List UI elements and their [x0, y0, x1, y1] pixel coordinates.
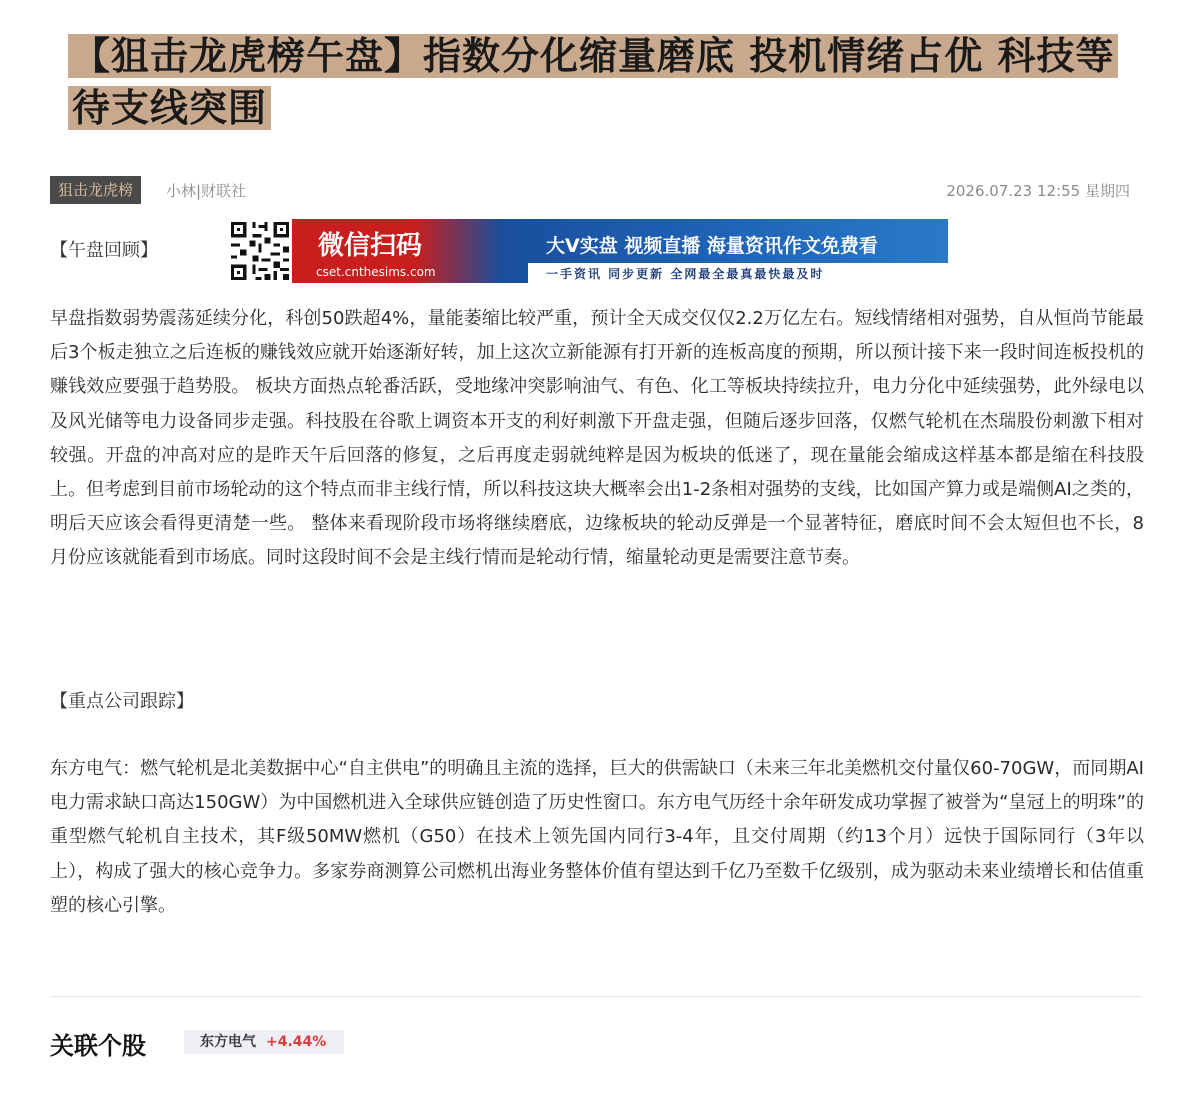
publish-datetime: 2026.07.23 12:55 星期四	[946, 182, 1130, 200]
banner-url: cset.cnthesims.com	[316, 265, 436, 279]
content-divider	[50, 996, 1142, 997]
related-stocks-title: 关联个股	[50, 1032, 146, 1060]
review-section-label: 【午盘回顾】	[50, 240, 158, 261]
stock-name: 东方电气	[200, 1034, 256, 1050]
stock-change: +4.44%	[266, 1034, 327, 1050]
article-title: 【狙击龙虎榜午盘】指数分化缩量磨底 投机情绪占优 科技等待支线突围	[68, 30, 1148, 134]
banner-main-text: 微信扫码	[318, 231, 423, 261]
wechat-ad-banner[interactable]	[228, 219, 948, 283]
author-source: 小林|财联社	[166, 182, 247, 200]
article-meta	[50, 176, 1142, 204]
tracking-paragraph: 东方电气：燃气轮机是北美数据中心“自主供电”的明确且主流的选择，巨大的供需缺口（未来三年北美燃机交付量仅60-70GW，而同期AI电力需求缺口高达150GW）为中国燃机进入全球供应链创造了历史性窗口。东方电气历经十余年研发成功掌握了被誉为“皇冠上的明珠”的重型燃气轮机自主技术，其F级50MW燃机（G50）在技术上领先国内同行3-4年，且交付周期（约13个月）远快于国际同行（3年以上），构成了强大的核心竞争力。多家券商测算公司燃机出海业务整体价值有望达到千亿乃至数千亿级别，成为驱动未来业绩增长和估值重塑的核心引擎。	[50, 758, 1144, 916]
column-tag[interactable]: 狙击龙虎榜	[50, 176, 141, 204]
banner-slogan: 大V实盘 视频直播 海量资讯作文免费看	[546, 235, 878, 257]
review-paragraph: 早盘指数弱势震荡延续分化，科创50跌超4%，量能萎缩比较严重，预计全天成交仅仅2.2万亿左右。短线情绪相对强势，自从恒尚节能最后3个板走独立之后连板的赚钱效应就开始逐渐好转，加上这次立新能源有打开新的连板高度的预期，所以预计接下来一段时间连板投机的赚钱效应要强于趋势股。 板块方面热点轮番活跃，受地缘冲突影响油气、有色、化工等板块持续拉升，电力分化中延续强势，此外绿电以及风光储等电力设备同步走强。科技股在谷歌上调资本开支的利好刺激下开盘走强，但随后逐步回落，仅燃气轮机在杰瑞股份刺激下相对较强。开盘的冲高对应的是昨天午后回落的修复，之后再度走弱就纯粹是因为板块的低迷了，现在量能会缩成这样基本都是缩在科技股上。但考虑到目前市场轮动的这个特点而非主线行情，所以科技这块大概率会出1-2条相对强势的支线，比如国产算力或是端侧AI之类的，明后天应该会看得更清楚一些。 整体来看现阶段市场将继续磨底，边缘板块的轮动反弹是一个显著特征，磨底时间不会太短但也不长，8月份应该就能看到市场底。同时这段时间不会是主线行情而是轮动行情，缩量轮动更是需要注意节奏。	[50, 308, 1144, 569]
stock-chip[interactable]	[184, 1030, 344, 1054]
tracking-section-label: 【重点公司跟踪】	[50, 691, 194, 712]
qr-code-icon	[228, 219, 292, 283]
banner-sub-text: 一手资讯 同步更新 全网最全最真最快最及时	[546, 267, 825, 281]
